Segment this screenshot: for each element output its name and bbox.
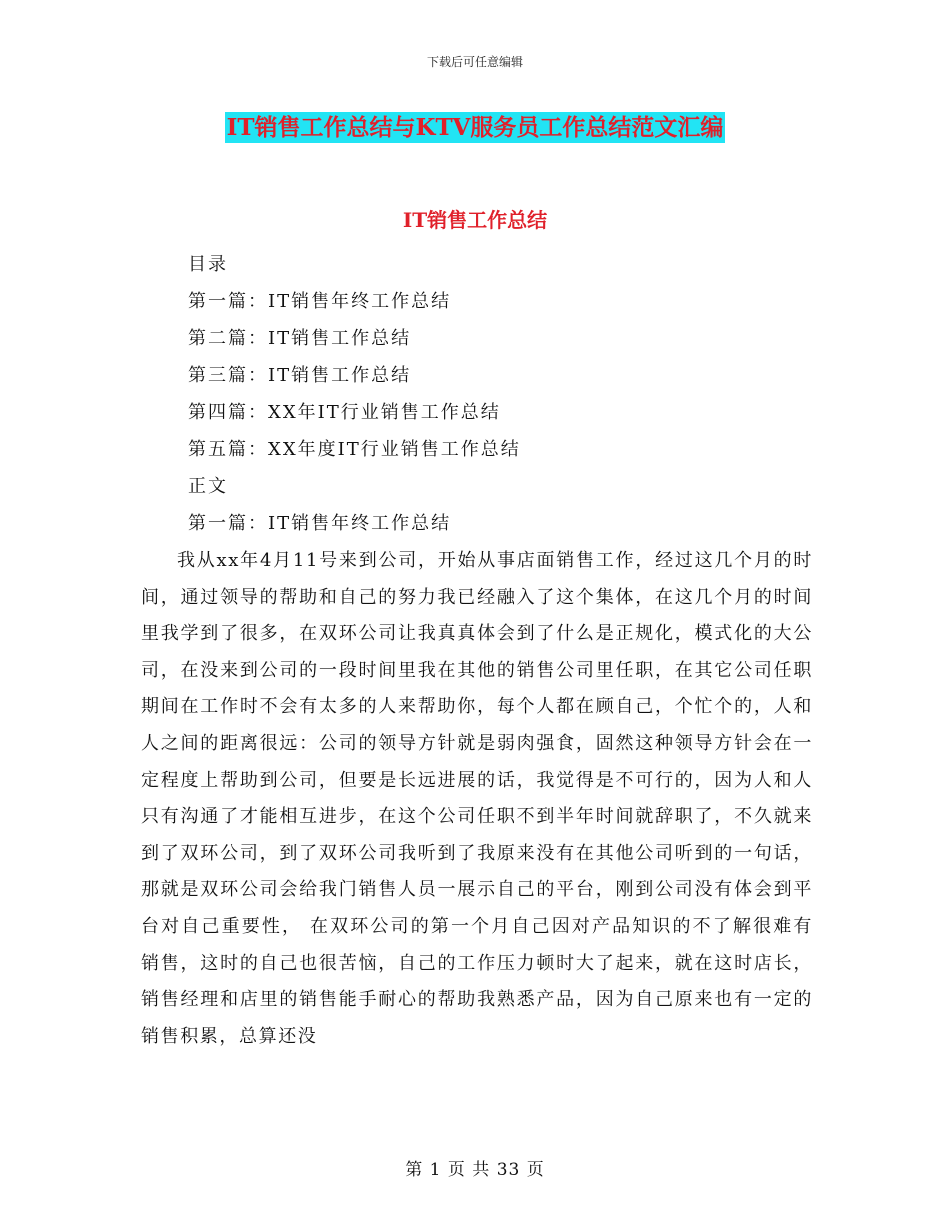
header-note: 下载后可任意编辑 xyxy=(426,55,523,69)
first-section-heading: 第一篇：IT销售年终工作总结 xyxy=(188,513,452,534)
toc-item: 第一篇：IT销售年终工作总结 xyxy=(188,291,452,312)
page-footer: 第 1 页 共 33 页 xyxy=(405,1160,545,1180)
toc-item: 第四篇：XX年IT行业销售工作总结 xyxy=(188,402,501,423)
toc-item: 第五篇：XX年度IT行业销售工作总结 xyxy=(188,439,521,460)
document-title-text: IT销售工作总结与KTV服务员工作总结范文汇编 xyxy=(226,114,724,141)
toc-item: 第二篇：IT销售工作总结 xyxy=(188,328,412,349)
body-heading: 正文 xyxy=(188,476,228,497)
body-paragraph: 我从xx年4月11号来到公司，开始从事店面销售工作，经过这几个月的时间，通过领导的帮助和自己的努力我已经融入了这个集体，在这几个月的时间里我学到了很多，在双环公司让我真真体会到了什么是正规化，模式化的大公司，在没来到公司的一段时间里我在其他的销售公司里任职，在其它公司任职期间在工作时不会有太多的人来帮助你，每个人都在顾自己，个忙个的，人和人之间的距离很远：公司的领导方针就是弱肉强食，固然这种领导方针会在一定程度上帮助到公司，但要是长远进展的话，我觉得是不可行的，因为人和人只有沟通了才能相互进步，在这个公司任职不到半年时间就辞职了，不久就来到了双环公司，到了双环公司我听到了我原来没有在其他公司听到的一句话，那就是双环公司会给我门销售人员一展示自己的平台，刚到公司没有体会到平台对自己重要性， 在双环公司的第一个月自己因对产品知识的不了解很难有销售，这时的自己也很苦恼，自己的工作压力顿时大了起来，就在这时店长，销售经理和店里的销售能手耐心的帮助我熟悉产品，因为自己原来也有一定的销售积累，总算还没 xyxy=(141,550,813,1047)
section-title: IT销售工作总结 xyxy=(402,208,548,232)
body-text xyxy=(141,543,813,1055)
toc-item: 第三篇：IT销售工作总结 xyxy=(188,365,412,386)
document-title xyxy=(0,113,950,143)
table-of-contents xyxy=(188,246,828,542)
toc-heading: 目录 xyxy=(188,254,228,275)
